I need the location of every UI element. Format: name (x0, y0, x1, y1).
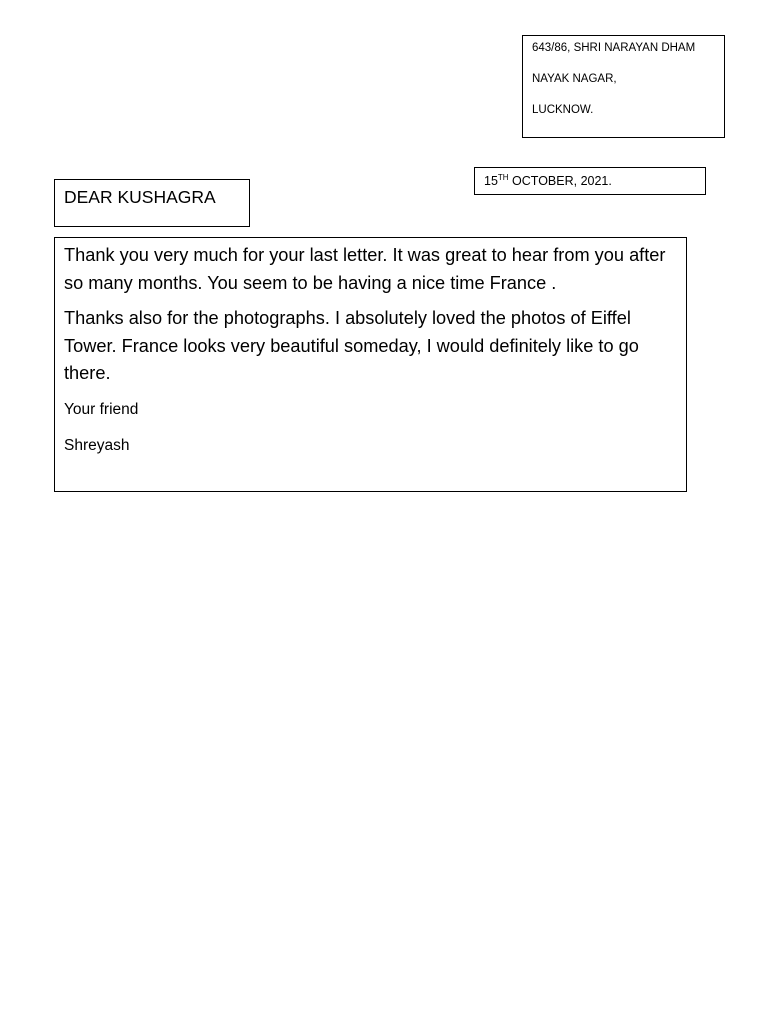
address-line-3: LUCKNOW. (532, 104, 594, 116)
salutation-text: DEAR KUSHAGRA (64, 187, 216, 207)
letter-closing: Your friend (64, 400, 139, 418)
sender-address-box (522, 35, 725, 138)
letter-signature: Shreyash (64, 436, 130, 454)
letter-body-box (54, 237, 687, 492)
date-ordinal-suffix: TH (497, 172, 509, 182)
salutation-box (54, 179, 250, 227)
date-day: 15 (484, 174, 498, 188)
date-month-year: OCTOBER, 2021. (508, 174, 612, 188)
date-box (474, 167, 706, 195)
letter-paragraph-2: Thanks also for the photographs. I absolutely loved the photos of Eiffel Tower. France looks very beautiful someday, I would definitely like to go there. (64, 308, 639, 383)
letter-paragraph-1: Thank you very much for your last letter. It was great to hear from you after so many months. You seem to be having a nice time France . (64, 245, 666, 293)
address-line-1: 643/86, SHRI NARAYAN DHAM (532, 42, 696, 54)
address-line-2: NAYAK NAGAR, (532, 73, 617, 85)
